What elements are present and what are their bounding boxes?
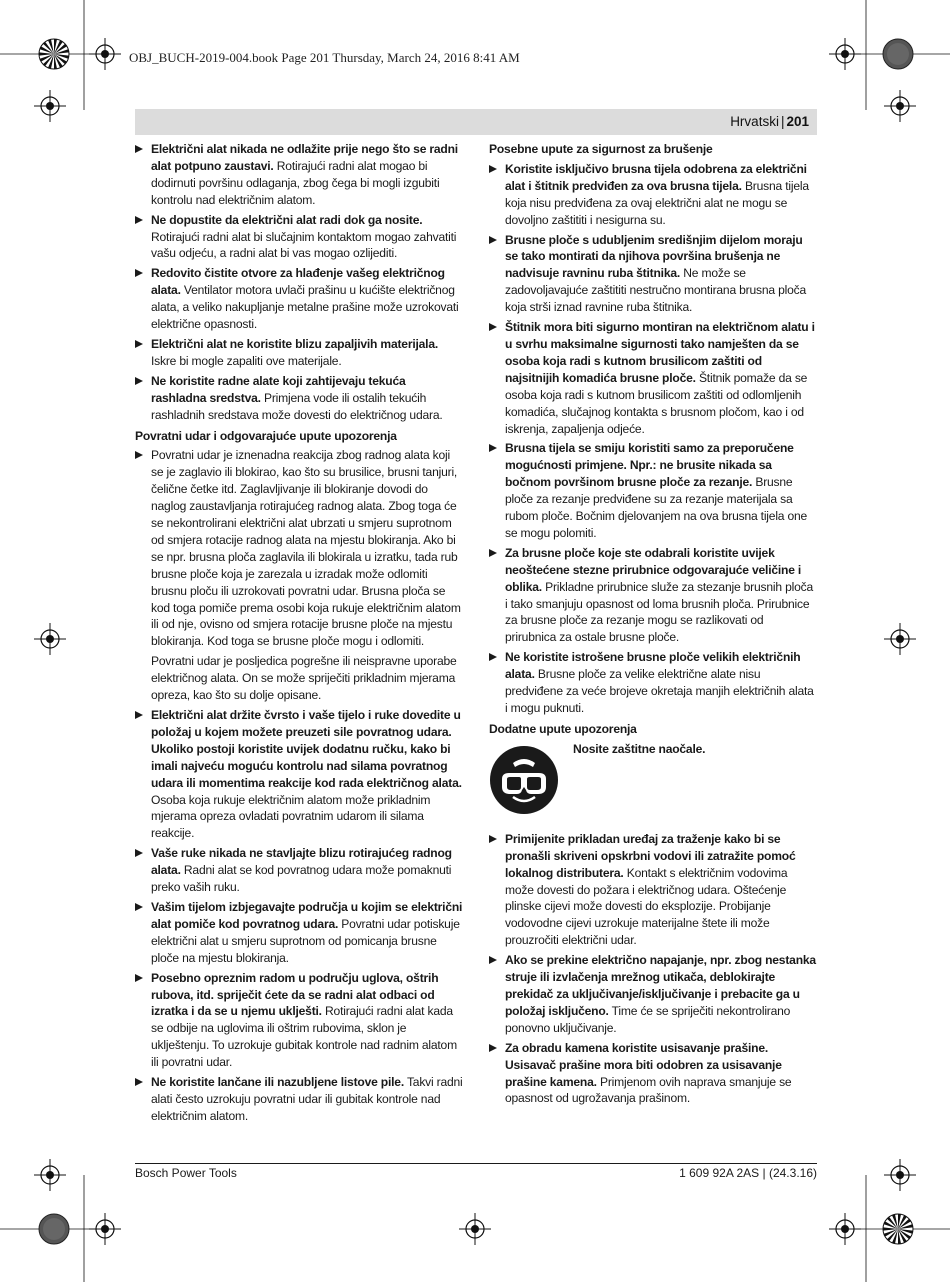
bullet-triangle-icon — [135, 903, 143, 911]
list-item — [135, 336, 463, 370]
item-bold-text: Ne koristite radne alate koji zahtijevaju tekuća rashladna sredstva. — [151, 373, 406, 405]
bullet-triangle-icon — [489, 1044, 497, 1052]
list-item — [135, 1074, 463, 1125]
item-text: Povratni udar je iznenadna reakcija zbog radnog alata koji se je zaglavio ili blokirao, kao što su brusilice, brusni tanjuri, čelične četke itd. Zaglavljivanje ili blokiranje dovodi do naglog zaustavljanja rotirajućeg radnog alata. Zbog toga će se nekontrolirani električni alat ubrzati u smjeru suprotnom od smjera rotacije radnog alata na mjestu blokiranja. Ako bi se npr. brusna ploča zaglavila ili blokirala u izratku, tada rub brusne ploče koja je zarezala u izradak može odlomiti brusnu ploču ili uzrokovati povratni udar. Brusna ploča se kod toga pomiče prema osobi koja rukuje električnim alatom ili od nje, ovisno od smjera rotacije brusne ploče na mjestu blokiranja. Kod toga se brusne ploče mogu i odlomiti. — [151, 448, 461, 649]
bullet-triangle-icon — [135, 974, 143, 982]
list-item — [489, 1040, 817, 1108]
item-bold-text: Posebno opreznim radom u području uglova, oštrih rubova, itd. spriječit ćete da se radni alat odbaci od izratka i da se u njemu uklješti. — [151, 970, 439, 1019]
item-bold-text: Ne dopustite da električni alat radi dok ga nosite. — [151, 212, 423, 227]
bullet-triangle-icon — [489, 444, 497, 452]
item-text: Brusna tijela koja nisu predviđena za ovaj električni alat ne mogu se dovoljno zaštititi i nesigurna su. — [505, 178, 809, 227]
list-item — [489, 545, 817, 646]
list-item — [489, 831, 817, 949]
bullet-triangle-icon — [135, 1078, 143, 1086]
item-text: Rotirajući radni alat kada se odbije na uglovima ili oštrim rubovima, sklon je uklještenju. To uzrokuje gubitak kontrole nad radnim alatom ili povratni udar. — [151, 1004, 457, 1070]
item-text: Rotirajući radni alat bi slučajnim kontaktom mogao zahvatiti vašu odjeću, a radni alat bi vas mogao ozlijediti. — [151, 229, 457, 261]
list-item — [135, 373, 463, 424]
item-bold-text: Električni alat držite čvrsto i vaše tijelo i ruke dovedite u položaj u kojem možete preuzeti sile povratnog udara. Ukoliko postoji koristite uvijek dodatnu ručku, kako bi imali najveću moguću kontrolu nad silama povratnog udara ili momentima reakcije kod rada električnog alata. — [151, 708, 462, 790]
bullet-triangle-icon — [489, 323, 497, 331]
item-bold-text: Električni alat nikada ne odlažite prije nego što se radni alat potpuno zaustavi. — [151, 142, 458, 173]
bullet-triangle-icon — [489, 236, 497, 244]
page-header: Hrvatski | 201 — [730, 114, 809, 129]
item-text: Brusne ploče za rezanje predviđene su za rezanje materijala sa rubom ploče. Bočnim djelovanjem na ova brusna tijela one se mogu polomiti. — [505, 475, 808, 540]
item-bold-text: Ne koristite istrošene brusne ploče velikih električnih alata. — [505, 650, 801, 682]
item-text: Takvi radni alati često uzrokuju povratni udar ili gubitak kontrole nad električnim alatom. — [151, 1075, 463, 1123]
item-bold-text: Koristite isključivo brusna tijela odobrena za električni alat i štitnik predviđen za ova brusna tijela. — [505, 161, 807, 193]
item-bold-text: Vašim tijelom izbjegavajte područja u kojim se električni alat pomiče kod povratnog udara. — [151, 899, 463, 931]
language-label: Hrvatski — [730, 114, 779, 129]
list-item — [135, 141, 463, 209]
item-text: Brusne ploče za velike električne alate nisu predviđene za veće brojeve okretaja manjih električnih alata i mogu puknuti. — [505, 667, 814, 715]
item-text: Kontakt s električnim vodovima može dovesti do požara i električnog udara. Oštećenje plinske cijevi može dovesti do eksplozije. Probijanje vodovodne cijevi uzrokuje materijalne štete ili može prouzročiti električni udar. — [505, 865, 788, 948]
item-text: Rotirajući radni alat mogao bi dodirnuti površinu odlaganja, zbog čega bi mogli izgubiti kontrolu nad električnim alatom. — [151, 158, 440, 207]
item-text: Time će se spriječiti nekontrolirano ponovno uključivanje. — [505, 1003, 791, 1035]
item-text: Iskre bi mogle zapaliti ove materijale. — [151, 353, 342, 368]
item-text: Radni alat se kod povratnog udara može pomaknuti preko vaših ruku. — [151, 863, 452, 895]
item-bold-text: Brusne ploče s udubljenim središnjim dijelom moraju se tako montirati da njihova površina brušenja ne nadvisuje ravninu ruba štitnika. — [505, 232, 803, 281]
bullet-triangle-icon — [135, 849, 143, 857]
bullet-triangle-icon — [135, 216, 143, 224]
bullet-triangle-icon — [135, 269, 143, 277]
list-item — [489, 952, 817, 1037]
page-number: 201 — [786, 114, 809, 129]
item-bold-text: Električni alat ne koristite blizu zapaljivih materijala. — [151, 336, 439, 351]
item-text: Osoba koja rukuje električnim alatom može prikladnim mjerama opreza ovladati povratnim udarom ili silama reakcije. — [151, 792, 431, 841]
bullet-triangle-icon — [135, 340, 143, 348]
item-text: Povratni udar potiskuje električni alat u smjeru suprotnom od pomicanja brusne ploče na mjestu blokiranja. — [151, 916, 460, 965]
list-item — [489, 319, 817, 437]
list-item — [135, 707, 463, 842]
item-bold-text: Vaše ruke nikada ne stavljajte blizu rotirajućeg radnog alata. — [151, 846, 452, 878]
bullet-triangle-icon — [135, 711, 143, 719]
bullet-triangle-icon — [135, 451, 143, 459]
kickback-heading: Povratni udar i odgovarajuće upute upozorenja — [135, 428, 397, 443]
bullet-triangle-icon — [489, 165, 497, 173]
right-column — [489, 141, 817, 1110]
goggles-caption: Nosite zaštitne naočale. — [573, 741, 706, 756]
item-text: Prikladne prirubnice služe za stezanje brusnih ploča i tako smanjuju opasnost od loma brusnih ploča. Prirubnice za brusne ploče za rezanje mogu se razlikovati od prirubnica za ostale brusne ploče. — [505, 579, 813, 645]
left-column — [135, 141, 463, 1128]
bullet-triangle-icon — [489, 549, 497, 557]
goggles-notice — [489, 741, 817, 829]
item-bold-text: Primijenite prikladan uređaj za traženje kako bi se pronašli skriveni opskrbni vodovi ili zatražite pomoć lokalnog distributera. — [505, 831, 796, 880]
item-bold-text: Ako se prekine električno napajanje, npr. zbog nestanka struje ili izvlačenja mrežnog utikača, deblokirajte prekidač za uključivanje/isključivanje i prebacite ga u položaj isključeno. — [505, 953, 816, 1018]
print-slug: OBJ_BUCH-2019-004.book Page 201 Thursday, March 24, 2016 8:41 AM — [129, 50, 520, 65]
bullet-triangle-icon — [135, 145, 143, 153]
bullet-triangle-icon — [135, 377, 143, 385]
list-item — [135, 970, 463, 1071]
list-item — [135, 265, 463, 333]
footer-brand: Bosch Power Tools — [135, 1166, 237, 1180]
item-bold-text: Ne koristite lančane ili nazubljene listove pile. — [151, 1075, 404, 1090]
footer-doc-number: 1 609 92A 2AS | (24.3.16) — [679, 1166, 817, 1180]
bullet-triangle-icon — [489, 956, 497, 964]
item-text: Primjena vode ili ostalih tekućih rashladnih sredstava može dovesti do električnog udara. — [151, 390, 443, 422]
additional-heading: Dodatne upute upozorenja — [489, 721, 637, 736]
page-header-band — [135, 109, 817, 135]
grinding-heading: Posebne upute za sigurnost za brušenje — [489, 142, 713, 156]
list-item — [489, 440, 817, 541]
item-text: Primjenom ovih naprava smanjuje se opasnost od ugrožavanja prašinom. — [505, 1074, 792, 1106]
list-item — [135, 447, 463, 650]
item-bold-text: Za obradu kamena koristite usisavanje prašine. Usisavač prašine mora biti odobren za usisavanje prašine kamena. — [505, 1040, 782, 1089]
bullet-triangle-icon — [489, 835, 497, 843]
footer-rule — [135, 1163, 817, 1164]
item-text: Ne može se zadovoljavajuće zaštititi nestručno montirana brusna ploča koja strši iznad ravnine ruba štitnika. — [505, 266, 806, 315]
bullet-triangle-icon — [489, 653, 497, 661]
list-item — [135, 899, 463, 967]
item-bold-text: Za brusne ploče koje ste odabrali koristite uvijek neoštećene stezne prirubnice odgovarajuće veličine i oblika. — [505, 545, 802, 594]
item-text: Štitnik pomaže da se osoba koja radi s kutnom brusilicom zaštiti od odlomljenih komadića, slučajnog kontakta s brusnom pločom, kao i od iskrenja, zapaljenja odjeće. — [505, 370, 808, 436]
item-bold-text: Štitnik mora biti sigurno montiran na električnom alatu i u svrhu maksimalne sigurnosti tako namješten da se osoba koja radi s kutnom brusilicom zaštiti od najsitnijih komadića brusne ploče. — [505, 320, 815, 385]
kickback-paragraph: Povratni udar je posljedica pogrešne ili neispravne uporabe električnog alata. On se može spriječiti prikladnim mjerama opreza, kao što su dolje opisane. — [151, 654, 457, 703]
item-bold-text: Redovito čistite otvore za hlađenje vašeg električnog alata. — [151, 266, 445, 298]
list-item — [135, 845, 463, 896]
safety-goggles-icon — [489, 745, 559, 815]
list-item — [135, 212, 463, 263]
list-item — [489, 649, 817, 717]
item-text: Ventilator motora uvlači prašinu u kućište električnog alata, a veliko nakupljanje metalne prašine može uzrokovati električne opasnosti. — [151, 283, 459, 332]
item-bold-text: Brusna tijela se smiju koristiti samo za preporučene mogućnosti primjene. Npr.: ne brusite nikada sa bočnom površinom brusne ploče za rezanje. — [505, 441, 794, 490]
list-item — [489, 161, 817, 229]
list-item — [489, 232, 817, 317]
